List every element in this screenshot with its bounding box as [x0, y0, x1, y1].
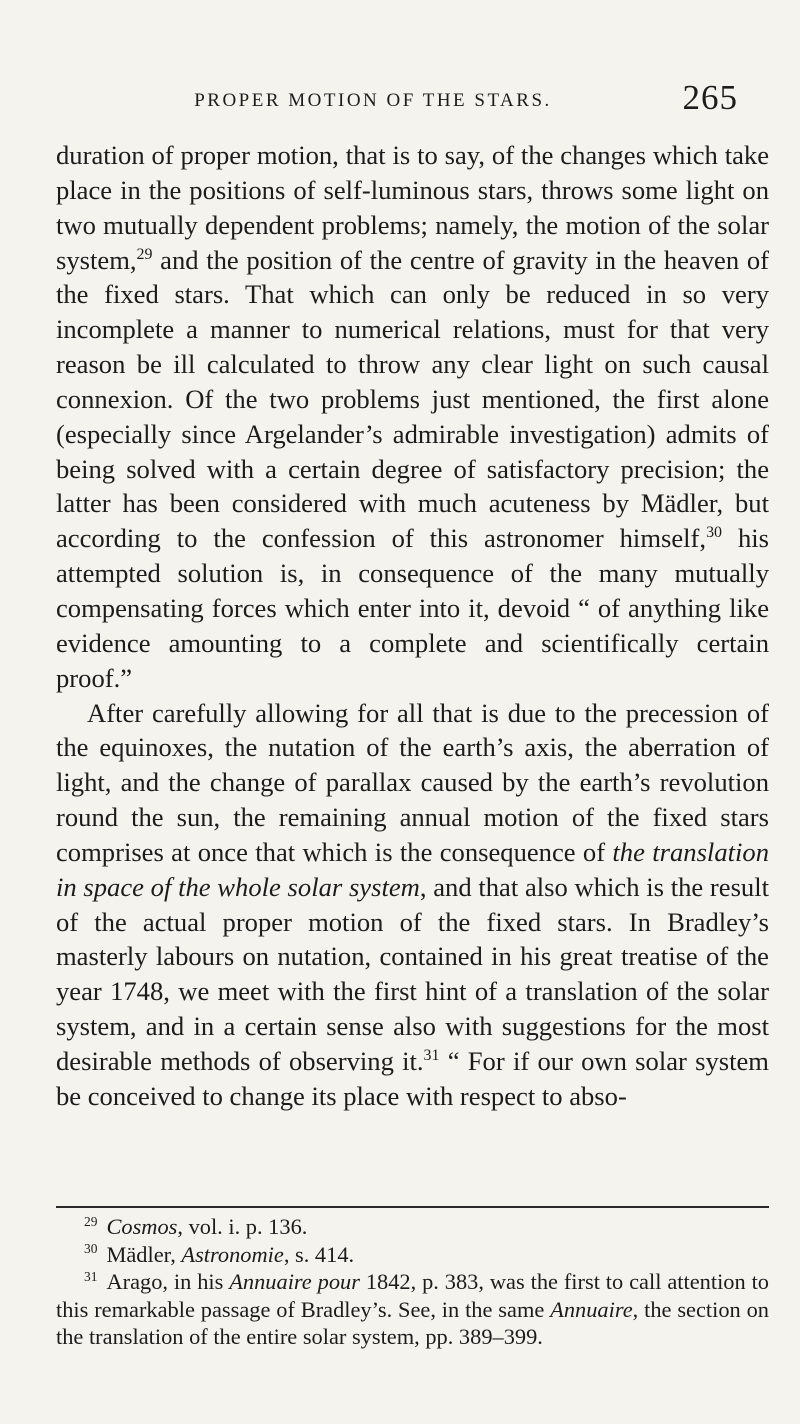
footnote-ref-29: 29	[136, 245, 153, 263]
text-run: After carefully allowing for all that is due to the precession of the equinoxes, the nutation of the earth’s axis, the aberration of light, and the change of parallax caused by the earth’s revolution round the sun, the remaining annual motion of the fixed stars comprises at once that which is the consequence of	[56, 697, 769, 867]
footnote-divider	[56, 1206, 769, 1208]
text-run: and the position of the centre of gravity in the heaven of the fixed stars. That which can only be reduced in so very incomplete a manner to numerical relations, must for that very reason be ill calculated to throw any clear light on such causal connexion. Of the two problems just mentioned, the first alone (especially since Argelander’s admirable investigation) admits of being solved with a certain degree of satisfactory precision; the latter has been considered with much acuteness by Mädler, but according to the confession of this astronomer himself,	[56, 244, 769, 554]
footnote-marker: 30	[84, 1241, 98, 1257]
footnote-ref-31: 31	[423, 1047, 440, 1065]
text-run: Mädler,	[106, 1241, 182, 1267]
italic-phrase: the translation in space of the whole solar system	[56, 836, 769, 902]
text-run: , and that also which is the result of the actual proper motion of the fixed stars. In Bradley’s masterly labours on nutation, contained in his great treatise of the year 1748, we meet with the first hint of a translation of the solar system, and in a certain sense also with suggestions for the most desirable methods of observing it.	[56, 871, 769, 1076]
italic-phrase: Cosmos	[106, 1214, 178, 1239]
text-run: his attempted solution is, in consequence of the many mutually compensating forces which enter into it, devoid “ of anything like evidence amounting to a complete and scientifically certain proof.”	[56, 523, 770, 693]
text-run: , the section on the translation of the entire solar system, pp. 389–399.	[56, 1296, 769, 1349]
footnote-29	[56, 1213, 769, 1241]
footnote-marker: 29	[84, 1213, 98, 1229]
footnote-31	[56, 1268, 769, 1351]
page-number: 265	[682, 78, 738, 117]
italic-phrase: Annuaire pour	[229, 1269, 360, 1294]
running-head-title: PROPER MOTION OF THE STARS.	[194, 90, 552, 111]
text-run: 1842, p. 383, was the first to call attention to this remarkable passage of Bradley’s. See, in the same	[56, 1269, 769, 1322]
footnote-30	[56, 1241, 769, 1269]
italic-phrase: Annuaire	[550, 1296, 633, 1322]
paragraph-1	[56, 138, 769, 696]
text-run: , vol. i. p. 136.	[177, 1214, 308, 1239]
text-run: “ For if our own solar system be conceived to change its place with respect to abso-	[56, 1045, 769, 1111]
footnotes	[56, 1213, 769, 1351]
footnote-marker: 31	[84, 1268, 98, 1284]
italic-phrase: Astronomie	[181, 1241, 284, 1267]
main-text	[56, 138, 769, 1114]
text-run: duration of proper motion, that is to say, of the changes which take place in the positions of self-luminous stars, throws some light on two mutually dependent problems; namely, the motion of the solar system,	[56, 140, 769, 275]
footnote-ref-30: 30	[706, 524, 723, 542]
text-run: Arago, in his	[106, 1269, 230, 1294]
paragraph-2	[56, 696, 769, 1114]
text-run: , s. 414.	[283, 1241, 355, 1267]
